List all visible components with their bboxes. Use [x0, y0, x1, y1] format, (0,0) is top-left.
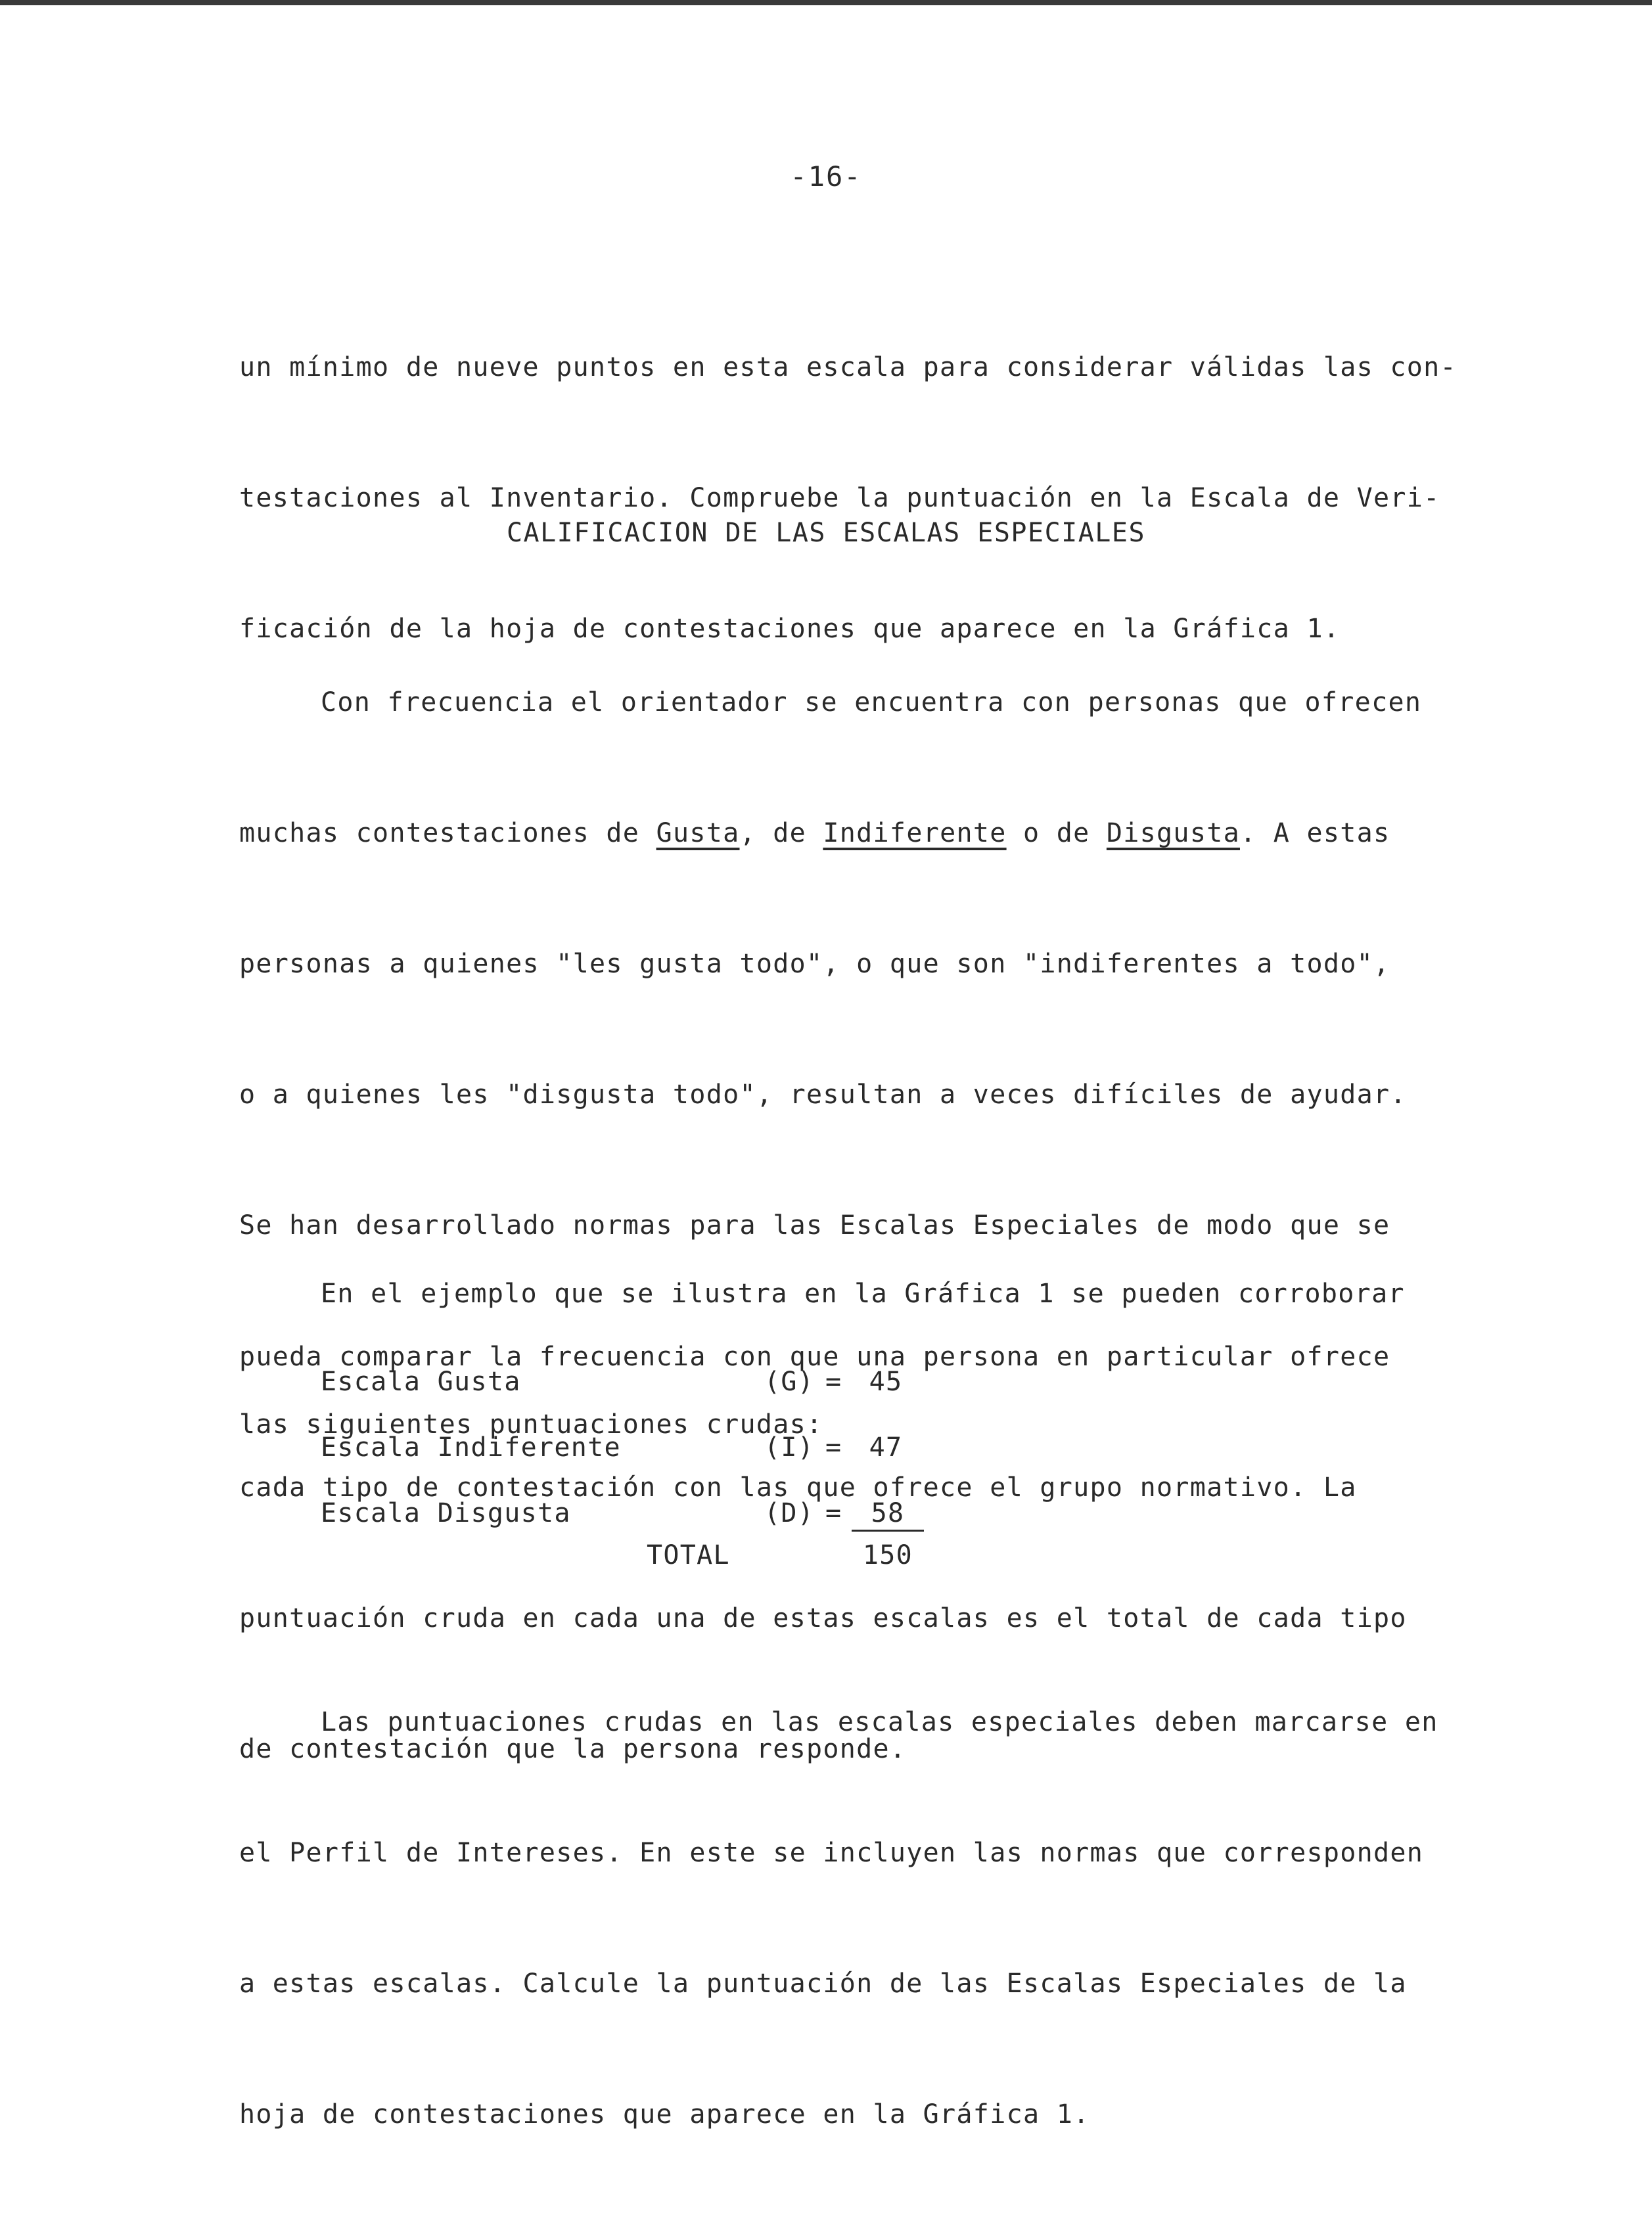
- text-line: [239, 801, 1429, 867]
- text-fragment: , de: [739, 817, 823, 848]
- text-line: puntuación cruda en cada una de estas escalas es el total de cada tipo: [239, 1603, 1407, 1633]
- equals-sign: =: [825, 1367, 842, 1397]
- text-line: cada tipo de contestación con las que ofrece el grupo normativo. La: [239, 1472, 1357, 1503]
- text-line: Con frecuencia el orientador se encuentra con personas que ofrecen: [321, 687, 1422, 718]
- text-line: personas a quienes "les gusta todo", o que son "indiferentes a todo",: [239, 948, 1390, 979]
- text-fragment: o de: [1006, 817, 1107, 848]
- text-line: de contestación que la persona responde.: [239, 1734, 907, 1765]
- text-fragment: . A estas: [1239, 817, 1390, 848]
- equals-sign: =: [825, 1498, 842, 1528]
- score-label: Escala Disgusta: [321, 1498, 571, 1528]
- text-line: En el ejemplo que se ilustra en la Gráfica 1 se pueden corroborar: [321, 1278, 1405, 1309]
- score-row-disgusta: [321, 1498, 978, 1538]
- text-line: o a quienes les "disgusta todo", resultan a veces difíciles de ayudar.: [239, 1080, 1407, 1110]
- paragraph-example: [239, 1196, 1429, 1523]
- text-line: Las puntuaciones crudas en las escalas especiales deben marcarse en: [321, 1706, 1438, 1737]
- score-code: (I): [764, 1432, 815, 1463]
- text-fragment: muchas contestaciones de: [239, 817, 656, 848]
- text-line: testaciones al Inventario. Compruebe la puntuación en la Escala de Veri-: [239, 482, 1440, 513]
- underlined-term-gusta: Gusta: [656, 817, 740, 848]
- score-value: 45: [869, 1367, 903, 1397]
- score-row-total: [321, 1540, 978, 1580]
- text-line: el Perfil de Intereses. En este se incluyen las normas que corresponden: [239, 1837, 1424, 1868]
- text-line: ficación de la hoja de contestaciones que aparece en la Gráfica 1.: [239, 613, 1341, 644]
- score-value: 47: [869, 1432, 903, 1463]
- text-line: pueda comparar la frecuencia con que una persona en particular ofrece: [239, 1341, 1390, 1372]
- score-code: (D): [764, 1498, 815, 1528]
- score-value: 58: [852, 1498, 924, 1532]
- text-line: un mínimo de nueve puntos en esta escala para considerar válidas las con-: [239, 352, 1457, 382]
- text-line: a estas escalas. Calcule la puntuación de las Escalas Especiales de la: [239, 1968, 1407, 1999]
- score-row-indiferente: [321, 1432, 978, 1472]
- page-number: -16-: [790, 160, 862, 193]
- score-label: Escala Gusta: [321, 1367, 521, 1397]
- equals-sign: =: [825, 1432, 842, 1463]
- text-line: Se han desarrollado normas para las Escalas Especiales de modo que se: [239, 1210, 1390, 1241]
- paragraph-profile: [239, 1624, 1438, 2213]
- section-heading: CALIFICACION DE LAS ESCALAS ESPECIALES: [506, 518, 1146, 548]
- underlined-term-indiferente: Indiferente: [823, 817, 1007, 848]
- score-code: (G): [764, 1367, 815, 1397]
- text-line: las siguientes puntuaciones crudas:: [239, 1409, 823, 1440]
- total-label: TOTAL: [647, 1540, 730, 1570]
- underlined-term-disgusta: Disgusta: [1106, 817, 1240, 848]
- score-row-gusta: [321, 1367, 978, 1406]
- total-value: 150: [862, 1540, 913, 1570]
- score-label: Escala Indiferente: [321, 1432, 621, 1463]
- text-line: hoja de contestaciones que aparece en la Gráfica 1.: [239, 2099, 1090, 2130]
